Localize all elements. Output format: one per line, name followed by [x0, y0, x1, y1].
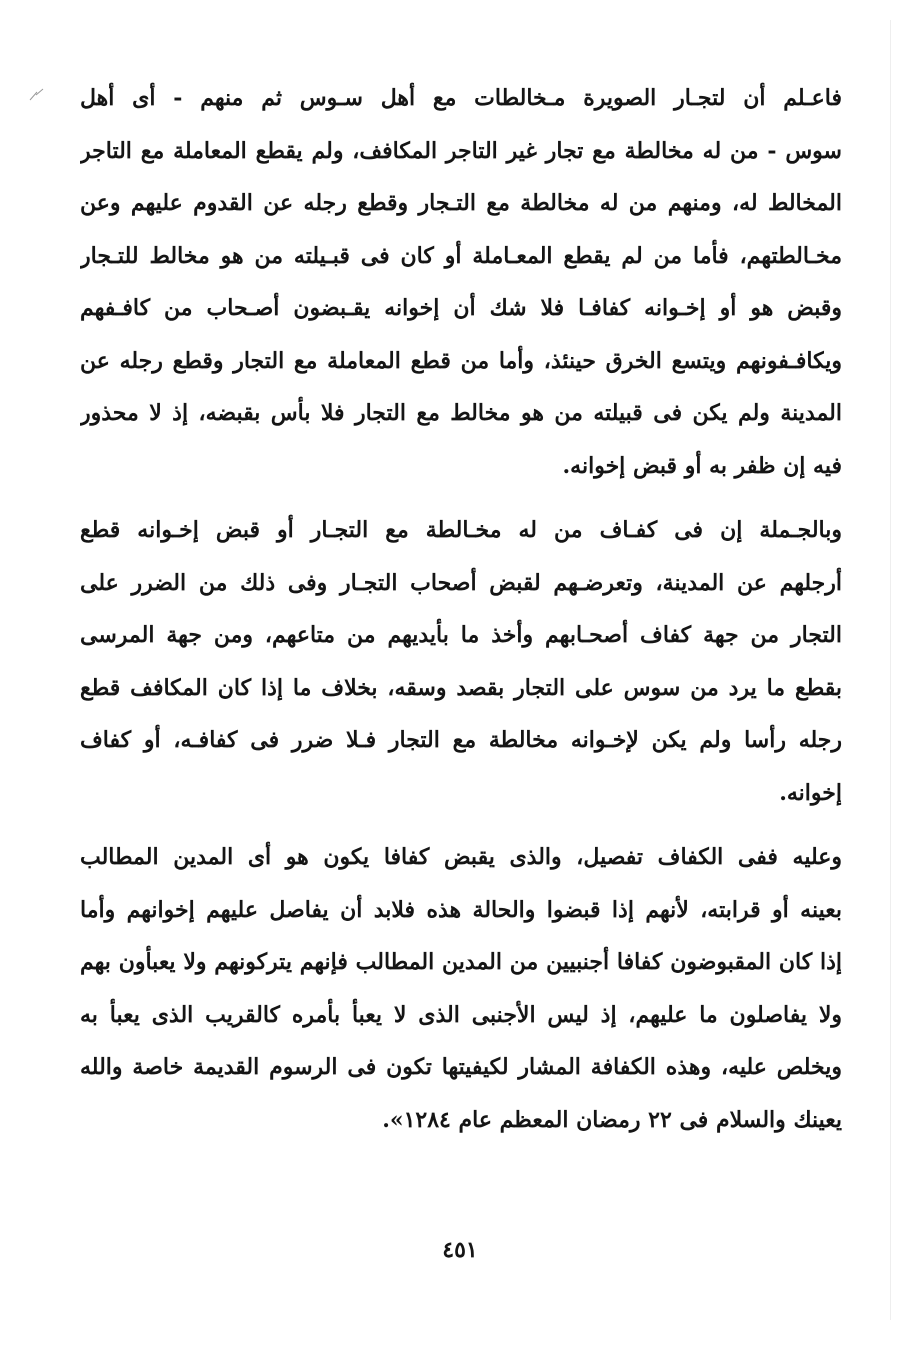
text-line: فيه إن ظفر به أو قبض إخوانه.: [562, 452, 842, 479]
text-line: إخوانه.: [779, 779, 842, 806]
text-line: فاعـلم أن لتجـار الصويرة مـخالطات مع أهل سـوس ثم منهم - أى أهل: [80, 85, 842, 111]
text-line: وقبض هو أو إخـوانه كفافـا فلا شك أن إخوانه يقـبضون أصـحاب من كافـفهم: [80, 295, 842, 321]
paragraph-3: [80, 831, 842, 1146]
text-line: رجله رأسا ولم يكن لإخـوانه مخالطة مع التجار فـلا ضرر فى كفافـه، أو كفاف: [80, 727, 842, 753]
text-line: أرجلهم عن المدينة، وتعرضـهم لقبض أصحاب التجـار وفى ذلك من الضرر على: [80, 569, 842, 596]
text-line: التجار من جهة كفاف أصحـابهم وأخذ ما بأيديهم من متاعهم، ومن جهة المرسى: [80, 622, 842, 648]
text-line: المدينة ولم يكن فى قبيلته من هو مخالط مع التجار فلا بأس بقبضه، إذ لا محذور: [80, 400, 842, 426]
text-line: ويخلص عليه، وهذه الكفافة المشار لكيفيتها تكون فى الرسوم القديمة خاصة والله: [80, 1054, 842, 1080]
text-line: وعليه ففى الكفاف تفصيل، والذى يقبض كفافا يكون هو أى المدين المطالب: [80, 844, 842, 870]
text-line: وبالجـملة إن فى كفـاف من له مخـالطة مع التجـار أو قبض إخـوانه قطع: [80, 517, 842, 543]
text-line: سوس - من له مخالطة مع تجار غير التاجر المكافف، ولم يقطع المعاملة مع التاجر: [80, 137, 842, 164]
text-line: يعينك والسلام فى ٢٢ رمضان المعظم عام ١٢٨٤».: [382, 1106, 842, 1133]
text-line: ولا يفاصلون ما عليهم، إذ ليس الأجنبى الذى لا يعبأ بأمره كالقريب الذى يعبأ به: [80, 1001, 842, 1028]
body-text: [80, 72, 842, 1158]
text-line: بعينه أو قرابته، لأنهم إذا قبضوا والحالة هذه فلابد أن يفاصل عليهم إخوانهم وأما: [80, 896, 842, 923]
scan-edge-shadow: [890, 20, 891, 1320]
text-line: إذا كان المقبوضون كفافا أجنبيين من المدين المطالب فإنهم يتركونهم ولا يعبأون بهم: [80, 949, 842, 975]
text-line: ويكافـفونهم ويتسع الخرق حينئذ، وأما من قطع المعاملة مع التجار وقطع رجله عن: [80, 347, 842, 374]
text-line: المخالط له، ومنهم من له مخالطة مع التـجار وقطع رجله عن القدوم عليهم وعن: [80, 190, 842, 216]
margin-pencil-mark: [28, 86, 46, 102]
paragraph-1: [80, 72, 842, 492]
paragraph-2: [80, 504, 842, 819]
page-number: ٤٥١: [442, 1237, 478, 1263]
text-line: بقطع ما يرد من سوس على التجار بقصد وسقه، بخلاف ما إذا كان المكافف قطع: [80, 674, 842, 701]
text-line: مخـالطتهم، فأما من لم يقطع المعـاملة أو كان فى قبـيلته من هو مخالط للتـجار: [80, 242, 842, 269]
